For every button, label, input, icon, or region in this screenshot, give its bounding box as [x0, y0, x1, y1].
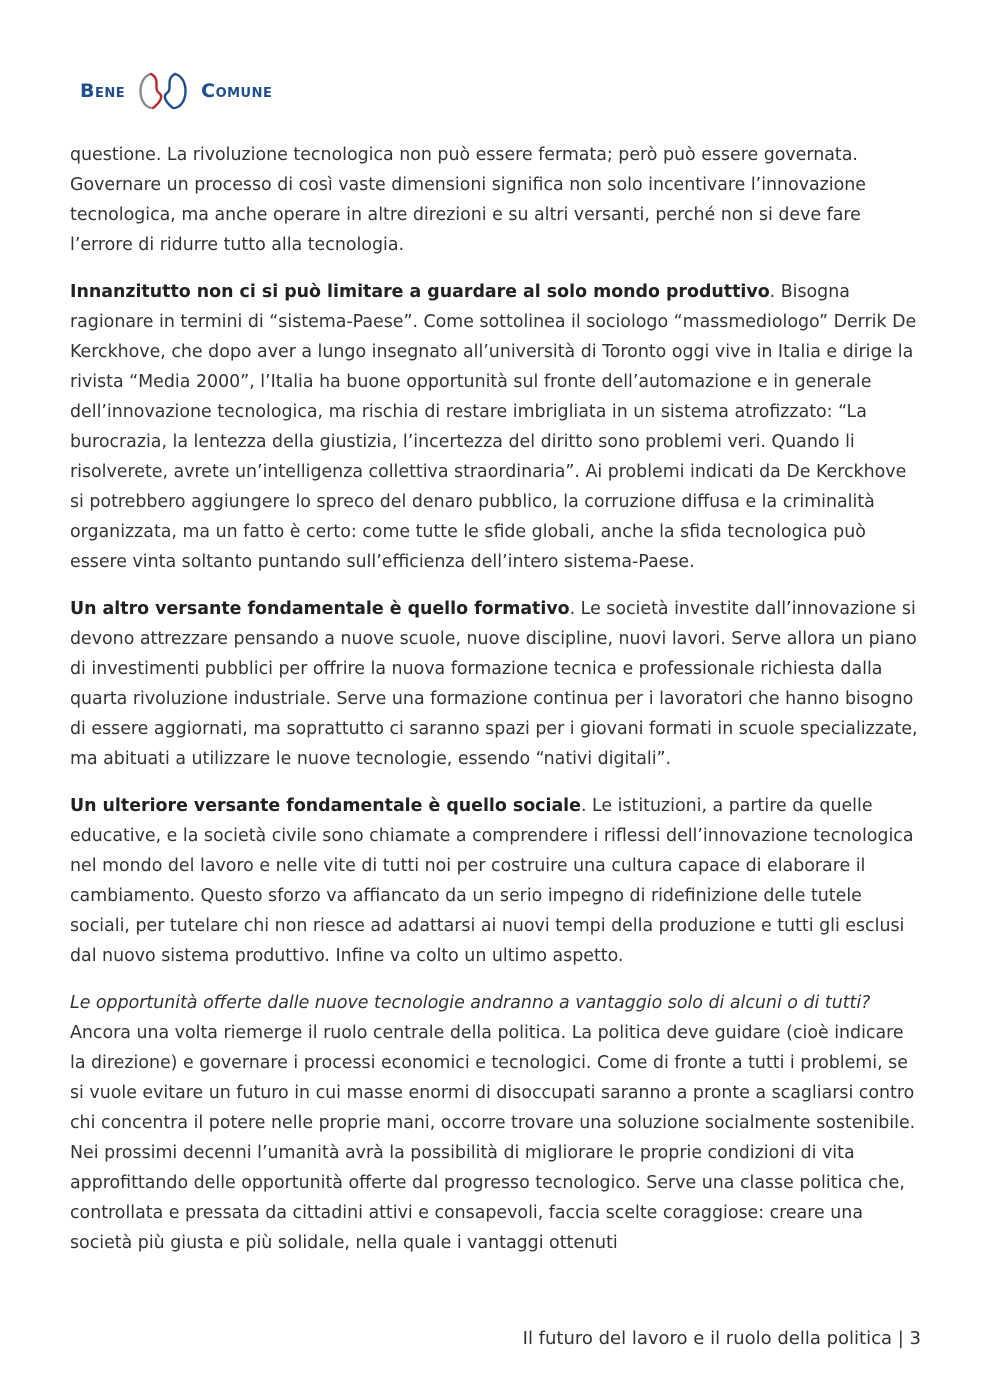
site-logo[interactable]: [80, 70, 272, 112]
paragraph-4-text: . Le istituzioni, a partire da quelle educative, e la società civile sono chiamate a comprendere i riflessi dell’innovazione tecnologica nel mondo del lavoro e nelle vite di tutti noi per costruire una cultura capace di elaborare il cambiamento. Questo sforzo va affiancato da un serio impegno di ridefinizione delle tutele sociali, per tutelare chi non riesce ad adattarsi ai nuovi tempi della produzione e tutti gli esclusi dal nuovo sistema produttivo. Infine va colto un ultimo aspetto.: [70, 796, 914, 966]
paragraph-1: [70, 140, 922, 260]
logo-text-bene: Bene: [80, 80, 126, 102]
logo-text-comune: Comune: [201, 80, 273, 102]
logo-emblem-icon: [131, 71, 195, 111]
page-footer: Il futuro del lavoro e il ruolo della politica | 3: [522, 1328, 921, 1349]
paragraph-5-lead: Le opportunità offerte dalle nuove tecnologie andranno a vantaggio solo di alcuni o di tutti?: [70, 993, 871, 1013]
paragraph-2-text: . Bisogna ragionare in termini di “sistema-Paese”. Come sottolinea il sociologo “massmediologo” Derrik De Kerckhove, che dopo aver a lungo insegnato all’università di Toronto oggi vive in Italia e dirige la rivista “Media 2000”, l’Italia ha buone opportunità sul fronte dell’automazione e in generale dell’innovazione tecnologica, ma rischia di restare imbrigliata in un sistema atrofizzato: “La burocrazia, la lentezza della giustizia, l’incertezza del diritto sono problemi veri. Quando li risolverete, avrete un’intelligenza collettiva straordinaria”. Ai problemi indicati da De Kerckhove si potrebbero aggiungere lo spreco del denaro pubblico, la corruzione diffusa e la criminalità organizzata, ma un fatto è certo: come tutte le sfide globali, anche la sfida tecnologica può essere vinta soltanto puntando sull’efficienza dell’intero sistema-Paese.: [70, 282, 917, 572]
paragraph-3-text: . Le società investite dall’innovazione si devono attrezzare pensando a nuove scuole, nuove discipline, nuovi lavori. Serve allora un piano di investimenti pubblici per offrire la nuova formazione tecnica e professionale richiesta dalla quarta rivoluzione industriale. Serve una formazione continua per i lavoratori che hanno bisogno di essere aggiornati, ma soprattutto ci saranno spazi per i giovani formati in scuole specializzate, ma abituati a utilizzare le nuove tecnologie, essendo “nativi digitali”.: [70, 599, 918, 769]
paragraph-5: [70, 988, 922, 1258]
paragraph-5-text: Ancora una volta riemerge il ruolo centrale della politica. La politica deve guidare (cioè indicare la direzione) e governare i processi economici e tecnologici. Come di fronte a tutti i problemi, se si vuole evitare un futuro in cui masse enormi di disoccupati saranno a pronte a scagliarsi contro chi concentra il potere nelle proprie mani, occorre trovare una soluzione socialmente sostenibile. Nei prossimi decenni l’umanità avrà la possibilità di migliorare le proprie condizioni di vita approfittando delle opportunità offerte dal progresso tecnologico. Serve una classe politica che, controllata e pressata da cittadini attivi e consapevoli, faccia scelte coraggiose: creare una società più giusta e più solidale, nella quale i vantaggi ottenuti: [70, 1023, 916, 1253]
paragraph-2-lead: Innanzitutto non ci si può limitare a guardare al solo mondo produttivo: [70, 282, 770, 302]
article-body: [70, 140, 922, 1275]
paragraph-3: [70, 594, 922, 774]
paragraph-4: [70, 791, 922, 971]
paragraph-4-lead: Un ulteriore versante fondamentale è quello sociale: [70, 796, 581, 816]
paragraph-3-lead: Un altro versante fondamentale è quello formativo: [70, 599, 570, 619]
paragraph-2: [70, 277, 922, 577]
paragraph-1-text: questione. La rivoluzione tecnologica non può essere fermata; però può essere governata. Governare un processo di così vaste dimensioni significa non solo incentivare l’innovazione tecnologica, ma anche operare in altre direzioni e su altri versanti, perché non si deve fare l’errore di ridurre tutto alla tecnologia.: [70, 145, 866, 255]
